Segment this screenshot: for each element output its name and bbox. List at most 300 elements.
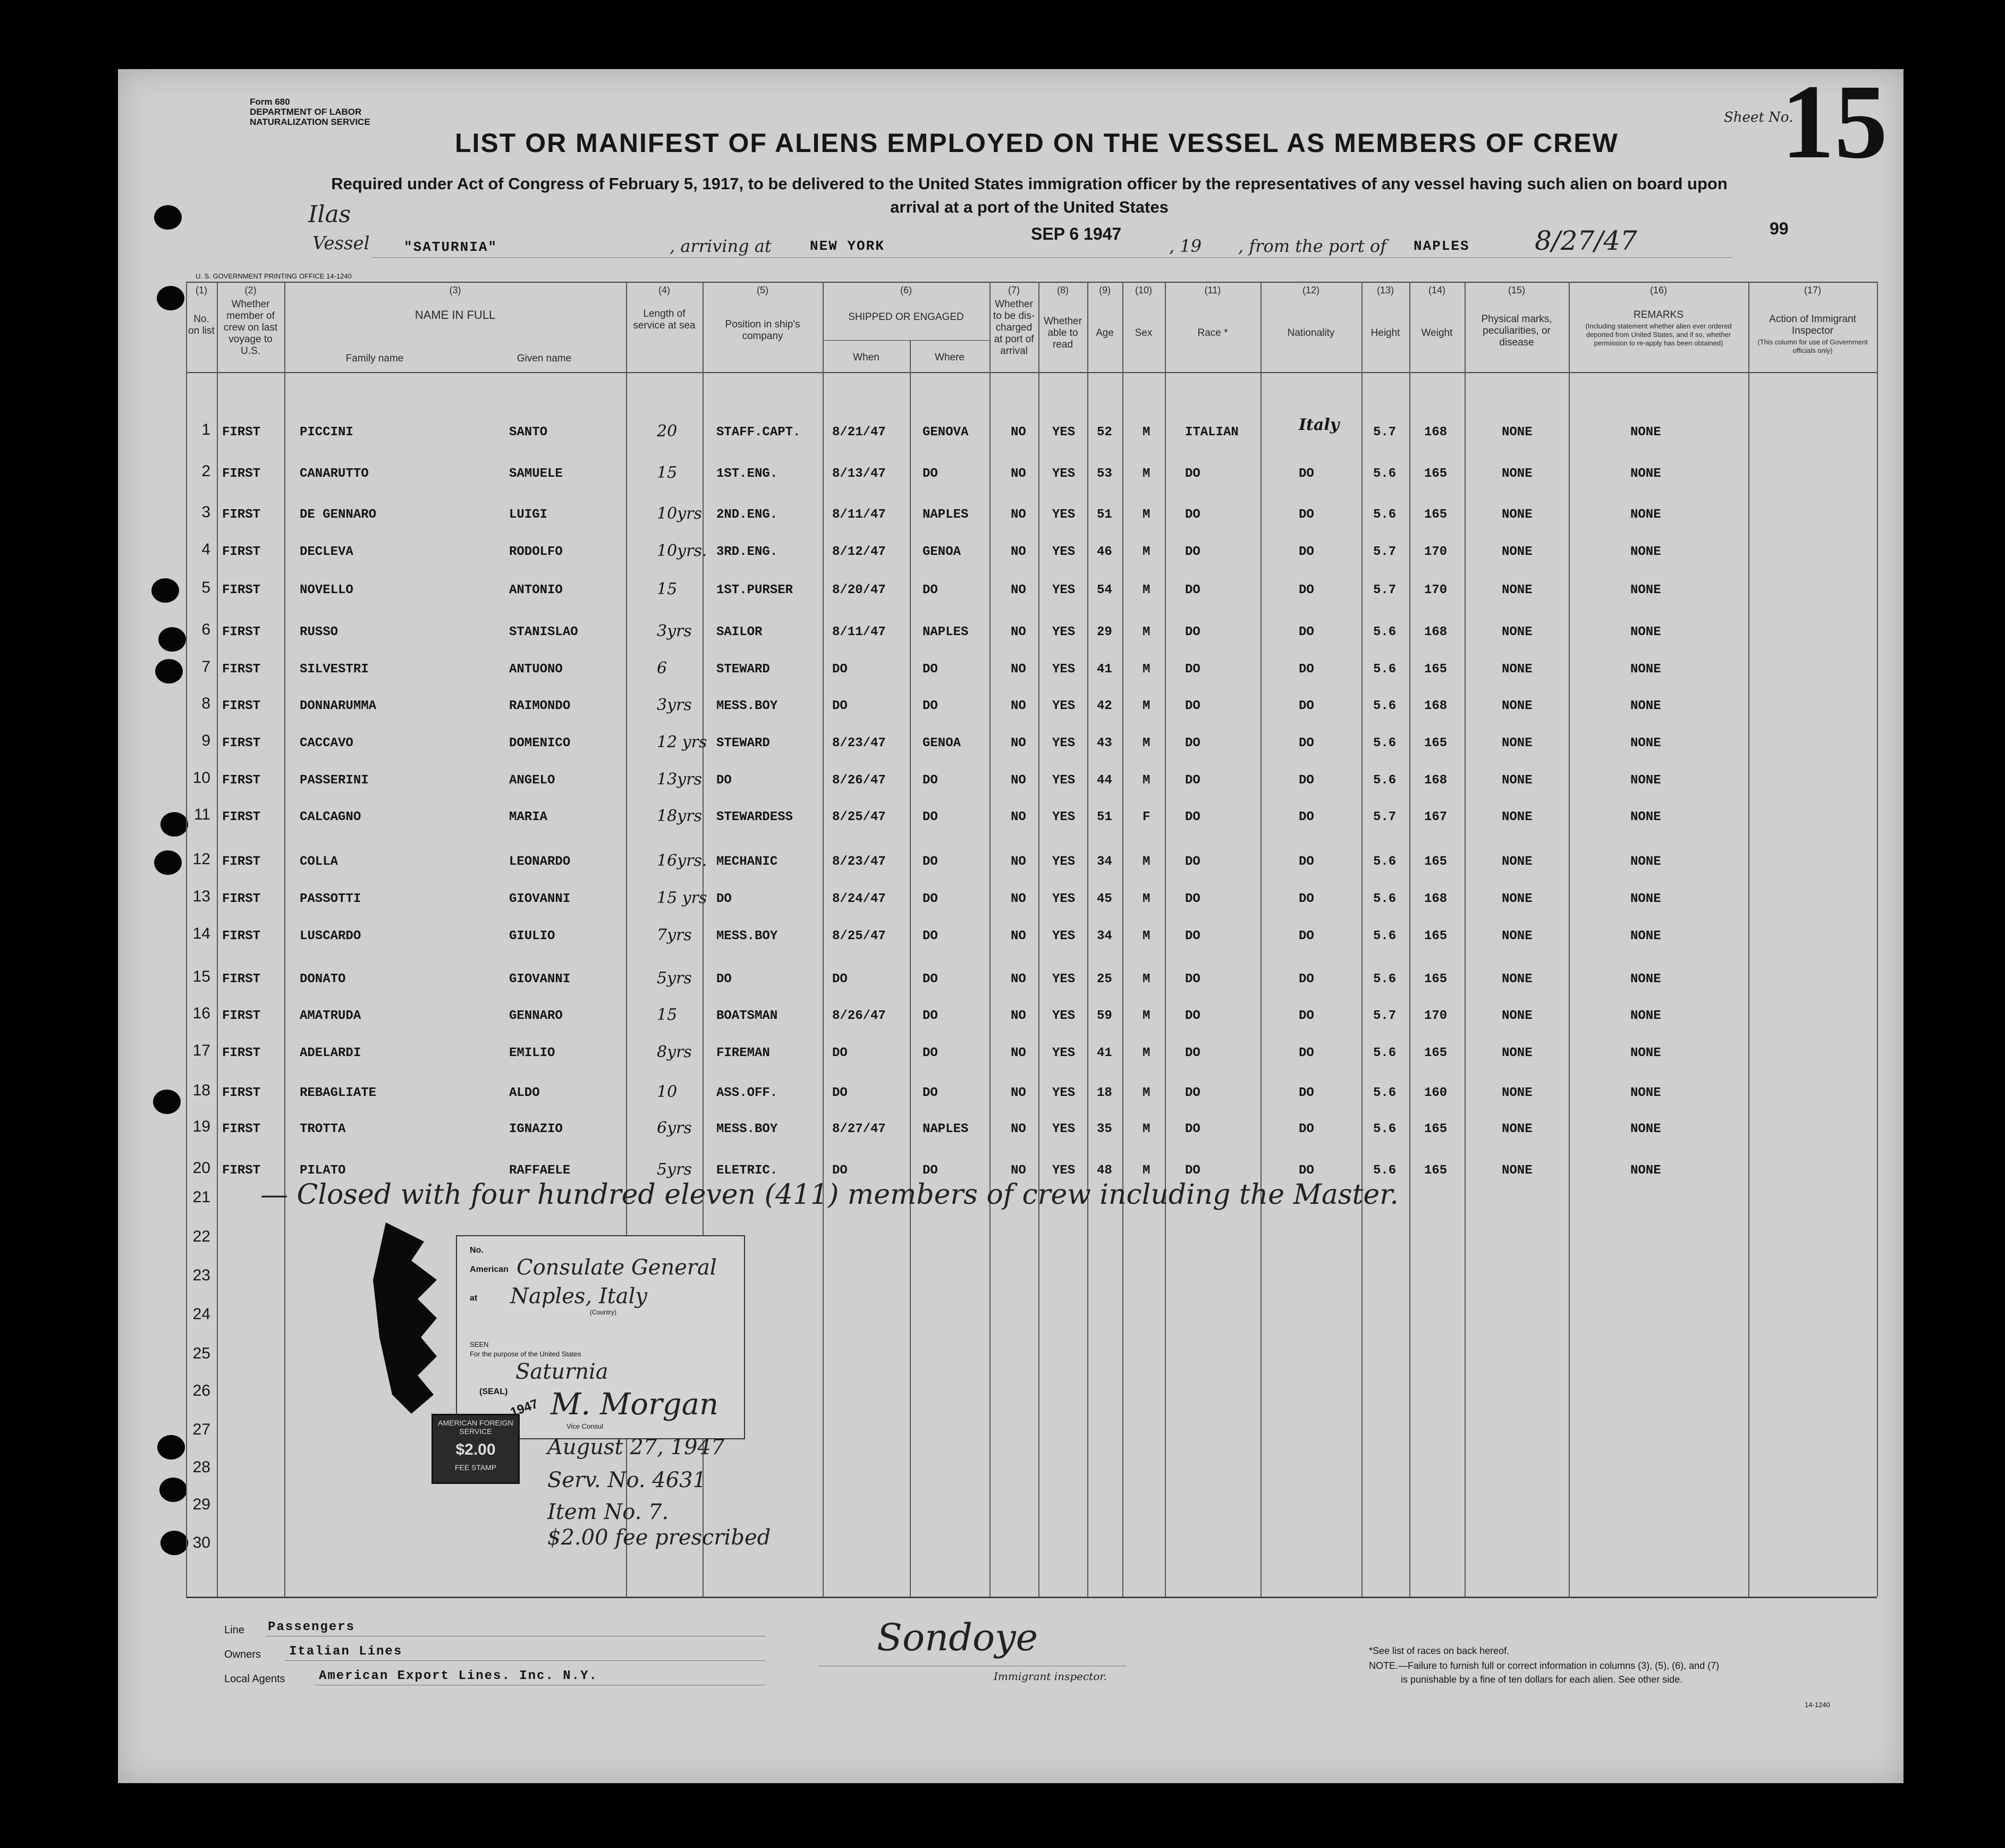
- discharged-cell: NO: [1011, 855, 1026, 869]
- nationality-cell: DO: [1299, 1086, 1314, 1100]
- physical-marks-cell: NONE: [1502, 1009, 1533, 1023]
- row-number: 30: [192, 1534, 210, 1551]
- family-name-cell: CANARUTTO: [300, 467, 369, 481]
- family-name-cell: PICCINI: [300, 425, 353, 440]
- col-header-age: Age: [1096, 327, 1114, 339]
- row-number: 3: [201, 503, 210, 521]
- physical-marks-cell: NONE: [1502, 1086, 1533, 1100]
- col-number: (12): [1302, 285, 1319, 296]
- printing-office-line: U. S. GOVERNMENT PRINTING OFFICE 14-1240: [196, 272, 352, 280]
- able-to-read-cell: YES: [1052, 1163, 1076, 1178]
- weight-cell: 168: [1424, 773, 1448, 788]
- col-number: (13): [1376, 285, 1394, 296]
- col-header-nationality: Nationality: [1287, 327, 1335, 339]
- remarks-cell: NONE: [1630, 1086, 1661, 1100]
- row-number: 1: [201, 421, 210, 438]
- row-number: 14: [192, 925, 210, 942]
- height-cell: 5.6: [1373, 773, 1397, 788]
- able-to-read-cell: YES: [1052, 699, 1076, 713]
- stamp-seal-label: (SEAL): [479, 1387, 508, 1396]
- physical-marks-cell: NONE: [1502, 773, 1533, 788]
- remarks-cell: NONE: [1630, 773, 1661, 788]
- position-cell: SAILOR: [716, 625, 763, 639]
- age-cell: 42: [1097, 699, 1112, 713]
- stamp-purpose-label: For the purpose of the United States: [470, 1350, 581, 1358]
- weight-cell: 165: [1424, 929, 1448, 943]
- race-cell: DO: [1185, 467, 1200, 481]
- height-cell: 5.6: [1373, 625, 1397, 639]
- nationality-cell: DO: [1299, 855, 1314, 869]
- family-name-cell: DONNARUMMA: [300, 699, 377, 713]
- service-length-cell: 15: [657, 463, 678, 482]
- remarks-cell: NONE: [1630, 662, 1661, 677]
- physical-marks-cell: NONE: [1502, 972, 1533, 986]
- shipped-when-cell: 8/12/47: [832, 545, 886, 559]
- vessel-label: Vessel: [312, 233, 370, 254]
- weight-cell: 167: [1424, 810, 1448, 824]
- physical-marks-cell: NONE: [1502, 1122, 1533, 1136]
- service-length-cell: 15: [657, 580, 678, 598]
- remarks-cell: NONE: [1630, 625, 1661, 639]
- age-cell: 29: [1097, 625, 1112, 639]
- weight-cell: 170: [1424, 545, 1448, 559]
- family-name-cell: CALCAGNO: [300, 810, 361, 824]
- height-cell: 5.7: [1373, 583, 1397, 597]
- handwritten-prefix: Ilas: [308, 201, 351, 228]
- stamp-title-label: Vice Consul: [566, 1422, 604, 1430]
- col-header-discharged: Whether to be dis-charged at port of arrival: [993, 299, 1035, 357]
- discharged-cell: NO: [1011, 1122, 1026, 1136]
- voyage-cell: FIRST: [222, 545, 261, 559]
- height-cell: 5.6: [1373, 508, 1397, 522]
- sex-cell: M: [1143, 699, 1150, 713]
- family-name-cell: SILVESTRI: [300, 662, 369, 677]
- remarks-cell: NONE: [1630, 425, 1661, 440]
- shipped-when-cell: DO: [832, 662, 848, 677]
- position-cell: 3RD.ENG.: [716, 545, 778, 559]
- service-length-cell: 3yrs: [657, 696, 692, 714]
- given-name-cell: GIULIO: [509, 929, 555, 943]
- voyage-cell: FIRST: [222, 467, 261, 481]
- race-cell: DO: [1185, 892, 1200, 906]
- able-to-read-cell: YES: [1052, 425, 1076, 440]
- closing-note: — Closed with four hundred eleven (411) members of crew including the Master.: [260, 1179, 1399, 1211]
- remarks-cell: NONE: [1630, 892, 1661, 906]
- from-port: NAPLES: [1414, 238, 1470, 254]
- shipped-where-cell: DO: [923, 972, 938, 986]
- stamp-item-no: Item No. 7.: [547, 1500, 669, 1524]
- given-name-cell: GIOVANNI: [509, 972, 571, 986]
- fee-stamp: [432, 1414, 520, 1484]
- position-cell: STEWARDESS: [716, 810, 793, 824]
- row-number: 22: [192, 1228, 210, 1245]
- able-to-read-cell: YES: [1052, 625, 1076, 639]
- row-number: 4: [201, 541, 210, 558]
- footer-agents-label: Local Agents: [224, 1673, 285, 1685]
- row-number: 16: [192, 1005, 210, 1022]
- physical-marks-cell: NONE: [1502, 425, 1533, 440]
- sex-cell: M: [1143, 508, 1150, 522]
- service-length-cell: 5yrs: [657, 1160, 692, 1179]
- stamp-consulate: Consulate General: [517, 1255, 717, 1280]
- nationality-cell: DO: [1299, 508, 1314, 522]
- sex-cell: M: [1143, 855, 1150, 869]
- age-cell: 51: [1097, 810, 1112, 824]
- row-number: 28: [192, 1458, 210, 1476]
- shipped-where-cell: DO: [923, 1009, 938, 1023]
- service-length-cell: 6: [657, 659, 667, 678]
- stamp-american-label: American: [470, 1265, 509, 1274]
- height-cell: 5.6: [1373, 662, 1397, 677]
- nationality-cell: DO: [1299, 467, 1314, 481]
- shipped-when-cell: DO: [832, 1046, 848, 1060]
- shipped-when-cell: 8/25/47: [832, 810, 886, 824]
- handwritten-date: 8/27/47: [1535, 225, 1637, 256]
- given-name-cell: STANISLAO: [509, 625, 578, 639]
- service-length-cell: 12 yrs: [657, 733, 707, 752]
- manifest-title: LIST OR MANIFEST OF ALIENS EMPLOYED ON THE VESSEL AS MEMBERS OF CREW: [455, 128, 1619, 158]
- weight-cell: 168: [1424, 699, 1448, 713]
- col-number: (5): [757, 285, 768, 296]
- position-cell: FIREMAN: [716, 1046, 770, 1060]
- height-cell: 5.6: [1373, 1046, 1397, 1060]
- col-header-read: Whether able to read: [1044, 316, 1082, 350]
- shipped-where-cell: GENOVA: [923, 425, 969, 440]
- col-number: (7): [1008, 285, 1020, 296]
- footer-agents-value: American Export Lines. Inc. N.Y.: [319, 1669, 598, 1683]
- row-number: 15: [192, 968, 210, 985]
- race-cell: DO: [1185, 1122, 1200, 1136]
- voyage-cell: FIRST: [222, 699, 261, 713]
- sex-cell: M: [1143, 736, 1150, 750]
- given-name-cell: RODOLFO: [509, 545, 563, 559]
- nationality-cell: DO: [1299, 1046, 1314, 1060]
- col-number: (1): [196, 285, 207, 296]
- physical-marks-cell: NONE: [1502, 699, 1533, 713]
- nationality-cell: DO: [1299, 810, 1314, 824]
- physical-marks-cell: NONE: [1502, 810, 1533, 824]
- service-length-cell: 7yrs: [657, 926, 692, 944]
- race-cell: DO: [1185, 972, 1200, 986]
- physical-marks-cell: NONE: [1502, 929, 1533, 943]
- given-name-cell: GENNARO: [509, 1009, 563, 1023]
- page-reference-number: 99: [1770, 219, 1789, 238]
- able-to-read-cell: YES: [1052, 972, 1076, 986]
- service-length-cell: 5yrs: [657, 969, 692, 988]
- arrival-date-stamp: SEP 6 1947: [1031, 224, 1122, 243]
- row-number: 27: [192, 1421, 210, 1438]
- remarks-cell: NONE: [1630, 1122, 1661, 1136]
- physical-marks-cell: NONE: [1502, 736, 1533, 750]
- weight-cell: 165: [1424, 972, 1448, 986]
- sex-cell: M: [1143, 1086, 1150, 1100]
- penalty-note-2: is punishable by a fine of ten dollars for each alien. See other side.: [1401, 1674, 1683, 1685]
- shipped-where-cell: GENOA: [923, 545, 961, 559]
- family-name-cell: NOVELLO: [300, 583, 353, 597]
- position-cell: 1ST.PURSER: [716, 583, 793, 597]
- discharged-cell: NO: [1011, 625, 1026, 639]
- family-name-cell: PASSOTTI: [300, 892, 361, 906]
- sex-cell: M: [1143, 1046, 1150, 1060]
- age-cell: 18: [1097, 1086, 1112, 1100]
- col-header-family: Family name: [345, 353, 404, 364]
- form-number: Form 680: [250, 97, 290, 107]
- weight-cell: 165: [1424, 1163, 1448, 1178]
- shipped-when-cell: DO: [832, 972, 848, 986]
- race-cell: DO: [1185, 625, 1200, 639]
- arriving-port: NEW YORK: [810, 238, 885, 254]
- sex-cell: M: [1143, 1163, 1150, 1178]
- able-to-read-cell: YES: [1052, 467, 1076, 481]
- remarks-cell: NONE: [1630, 508, 1661, 522]
- discharged-cell: NO: [1011, 1163, 1026, 1178]
- nationality-cell: DO: [1299, 736, 1314, 750]
- required-line-1: Required under Act of Congress of February 5, 1917, to be delivered to the United States immigration officer by the representatives of any vessel having such alien on board upon: [331, 174, 1728, 193]
- fee-stamp-top: AMERICAN FOREIGN SERVICE: [438, 1419, 513, 1436]
- age-cell: 45: [1097, 892, 1112, 906]
- shipped-when-cell: 8/26/47: [832, 1009, 886, 1023]
- row-number: 24: [192, 1305, 210, 1323]
- col-number: (16): [1649, 285, 1667, 296]
- stamp-serv-no: Serv. No. 4631: [547, 1468, 707, 1492]
- row-number: 26: [192, 1382, 210, 1399]
- races-note: *See list of races on back hereof.: [1369, 1646, 1510, 1656]
- voyage-cell: FIRST: [222, 1046, 261, 1060]
- position-cell: STAFF.CAPT.: [716, 425, 801, 440]
- family-name-cell: TROTTA: [300, 1122, 346, 1136]
- voyage-cell: FIRST: [222, 892, 261, 906]
- position-cell: DO: [716, 892, 732, 906]
- voyage-cell: FIRST: [222, 662, 261, 677]
- service-length-cell: 10yrs.: [657, 542, 707, 560]
- weight-cell: 168: [1424, 425, 1448, 440]
- height-cell: 5.7: [1373, 545, 1397, 559]
- family-name-cell: LUSCARDO: [300, 929, 361, 943]
- race-cell: DO: [1185, 1163, 1200, 1178]
- row-number: 23: [192, 1267, 210, 1284]
- discharged-cell: NO: [1011, 929, 1026, 943]
- race-cell: DO: [1185, 545, 1200, 559]
- position-cell: MESS.BOY: [716, 699, 778, 713]
- able-to-read-cell: YES: [1052, 583, 1076, 597]
- age-cell: 46: [1097, 545, 1112, 559]
- age-cell: 25: [1097, 972, 1112, 986]
- service-length-cell: 16yrs.: [657, 851, 707, 870]
- table-top-rule: [186, 282, 1877, 283]
- remarks-cell: NONE: [1630, 855, 1661, 869]
- footer-owners-label: Owners: [224, 1649, 261, 1660]
- age-cell: 44: [1097, 773, 1112, 788]
- able-to-read-cell: YES: [1052, 736, 1076, 750]
- weight-cell: 165: [1424, 508, 1448, 522]
- shipped-when-cell: 8/11/47: [832, 625, 886, 639]
- height-cell: 5.6: [1373, 467, 1397, 481]
- shipped-where-cell: DO: [923, 662, 938, 677]
- col-number: (6): [900, 285, 912, 296]
- row-number: 5: [201, 579, 210, 596]
- family-name-cell: PILATO: [300, 1163, 346, 1178]
- family-name-cell: RUSSO: [300, 625, 339, 639]
- given-name-cell: LEONARDO: [509, 855, 571, 869]
- service-length-cell: 15 yrs: [657, 889, 707, 907]
- col-number: (15): [1508, 285, 1525, 296]
- shipped-where-cell: DO: [923, 699, 938, 713]
- height-cell: 5.6: [1373, 1122, 1397, 1136]
- weight-cell: 168: [1424, 625, 1448, 639]
- shipped-when-cell: DO: [832, 1163, 848, 1178]
- physical-marks-cell: NONE: [1502, 583, 1533, 597]
- position-cell: ELETRIC.: [716, 1163, 778, 1178]
- col-number: (14): [1428, 285, 1445, 296]
- position-cell: 2ND.ENG.: [716, 508, 778, 522]
- weight-cell: 165: [1424, 1122, 1448, 1136]
- service-length-cell: 13yrs: [657, 770, 702, 789]
- voyage-cell: FIRST: [222, 425, 261, 440]
- nationality-cell: DO: [1299, 1009, 1314, 1023]
- age-cell: 52: [1097, 425, 1112, 440]
- position-cell: DO: [716, 773, 732, 788]
- sheet-label: Sheet No.: [1724, 109, 1793, 125]
- shipped-when-cell: 8/27/47: [832, 1122, 886, 1136]
- col-header-shipped: SHIPPED OR ENGAGED: [848, 311, 964, 323]
- age-cell: 51: [1097, 508, 1112, 522]
- height-cell: 5.6: [1373, 855, 1397, 869]
- discharged-cell: NO: [1011, 1046, 1026, 1060]
- able-to-read-cell: YES: [1052, 773, 1076, 788]
- remarks-cell: NONE: [1630, 1009, 1661, 1023]
- sex-cell: M: [1143, 425, 1150, 440]
- footer-owners-value: Italian Lines: [289, 1644, 403, 1659]
- physical-marks-cell: NONE: [1502, 662, 1533, 677]
- fee-stamp-value: $2.00: [455, 1441, 496, 1458]
- physical-marks-cell: NONE: [1502, 625, 1533, 639]
- family-name-cell: AMATRUDA: [300, 1009, 361, 1023]
- able-to-read-cell: YES: [1052, 545, 1076, 559]
- discharged-cell: NO: [1011, 425, 1026, 440]
- voyage-cell: FIRST: [222, 1009, 261, 1023]
- remarks-cell: NONE: [1630, 736, 1661, 750]
- position-cell: MESS.BOY: [716, 1122, 778, 1136]
- age-cell: 59: [1097, 1009, 1112, 1023]
- sex-cell: M: [1143, 545, 1150, 559]
- discharged-cell: NO: [1011, 736, 1026, 750]
- race-cell: DO: [1185, 583, 1200, 597]
- race-cell: DO: [1185, 1046, 1200, 1060]
- able-to-read-cell: YES: [1052, 929, 1076, 943]
- department: DEPARTMENT OF LABOR: [250, 107, 362, 117]
- position-cell: ASS.OFF.: [716, 1086, 778, 1100]
- consulate-stamp: [456, 1235, 745, 1439]
- row-number: 18: [192, 1082, 210, 1099]
- voyage-cell: FIRST: [222, 810, 261, 824]
- race-cell: DO: [1185, 662, 1200, 677]
- nationality-cell: DO: [1299, 929, 1314, 943]
- given-name-cell: ANTONIO: [509, 583, 563, 597]
- sex-cell: M: [1143, 773, 1150, 788]
- discharged-cell: NO: [1011, 545, 1026, 559]
- physical-marks-cell: NONE: [1502, 467, 1533, 481]
- discharged-cell: NO: [1011, 699, 1026, 713]
- form-header-block: [250, 97, 370, 127]
- able-to-read-cell: YES: [1052, 810, 1076, 824]
- age-cell: 35: [1097, 1122, 1112, 1136]
- shipped-where-cell: DO: [923, 810, 938, 824]
- nationality-cell: DO: [1299, 972, 1314, 986]
- physical-marks-cell: NONE: [1502, 1046, 1533, 1060]
- from-label: , from the port of: [1238, 236, 1387, 256]
- col-header-marks: Physical marks, peculiarities, or disease: [1481, 314, 1552, 348]
- voyage-cell: FIRST: [222, 855, 261, 869]
- shipped-where-cell: NAPLES: [923, 508, 969, 522]
- race-cell: DO: [1185, 699, 1200, 713]
- position-cell: STEWARD: [716, 736, 770, 750]
- row-number: 6: [201, 621, 210, 638]
- row-number: 20: [192, 1159, 210, 1177]
- height-cell: 5.7: [1373, 1009, 1397, 1023]
- weight-cell: 165: [1424, 1046, 1448, 1060]
- height-cell: 5.6: [1373, 892, 1397, 906]
- col-number: (8): [1057, 285, 1069, 296]
- col-number: (17): [1804, 285, 1821, 296]
- weight-cell: 170: [1424, 583, 1448, 597]
- col-header-name: NAME IN FULL: [414, 308, 496, 322]
- height-cell: 5.7: [1373, 810, 1397, 824]
- discharged-cell: NO: [1011, 1086, 1026, 1100]
- arriving-label: , arriving at: [670, 236, 772, 256]
- remarks-cell: NONE: [1630, 699, 1661, 713]
- col-number: (3): [449, 285, 461, 296]
- shipped-where-cell: DO: [923, 892, 938, 906]
- shipped-when-cell: 8/13/47: [832, 467, 886, 481]
- able-to-read-cell: YES: [1052, 1122, 1076, 1136]
- col-number: (10): [1135, 285, 1152, 296]
- row-number: 21: [192, 1188, 210, 1206]
- col-header-sex: Sex: [1135, 327, 1153, 339]
- voyage-cell: FIRST: [222, 1086, 261, 1100]
- voyage-cell: FIRST: [222, 625, 261, 639]
- discharged-cell: NO: [1011, 773, 1026, 788]
- race-cell: DO: [1185, 736, 1200, 750]
- family-name-cell: COLLA: [300, 855, 339, 869]
- discharged-cell: NO: [1011, 972, 1026, 986]
- shipped-when-cell: 8/20/47: [832, 583, 886, 597]
- col-header-when: When: [853, 352, 879, 363]
- position-cell: MESS.BOY: [716, 929, 778, 943]
- race-cell: DO: [1185, 773, 1200, 788]
- inspector-label: Immigrant inspector.: [994, 1670, 1107, 1683]
- remarks-cell: NONE: [1630, 1163, 1661, 1178]
- age-cell: 34: [1097, 929, 1112, 943]
- row-number: 7: [201, 658, 210, 676]
- voyage-cell: FIRST: [222, 773, 261, 788]
- shipped-when-cell: 8/25/47: [832, 929, 886, 943]
- voyage-cell: FIRST: [222, 929, 261, 943]
- nationality-cell: DO: [1299, 773, 1314, 788]
- penalty-note-1: NOTE.—Failure to furnish full or correct information in columns (3), (5), (6), and (7): [1369, 1660, 1720, 1671]
- weight-cell: 165: [1424, 855, 1448, 869]
- fee-stamp-year: 1947: [508, 1396, 540, 1420]
- stamp-country-label: (Country): [590, 1309, 617, 1316]
- height-cell: 5.6: [1373, 972, 1397, 986]
- race-cell: DO: [1185, 1009, 1200, 1023]
- stamp-fee: $2.00 fee prescribed: [547, 1525, 771, 1550]
- weight-cell: 165: [1424, 736, 1448, 750]
- able-to-read-cell: YES: [1052, 1046, 1076, 1060]
- position-cell: 1ST.ENG.: [716, 467, 778, 481]
- nationality-cell: DO: [1299, 625, 1314, 639]
- year-label: , 19: [1169, 236, 1202, 256]
- sex-cell: M: [1143, 583, 1150, 597]
